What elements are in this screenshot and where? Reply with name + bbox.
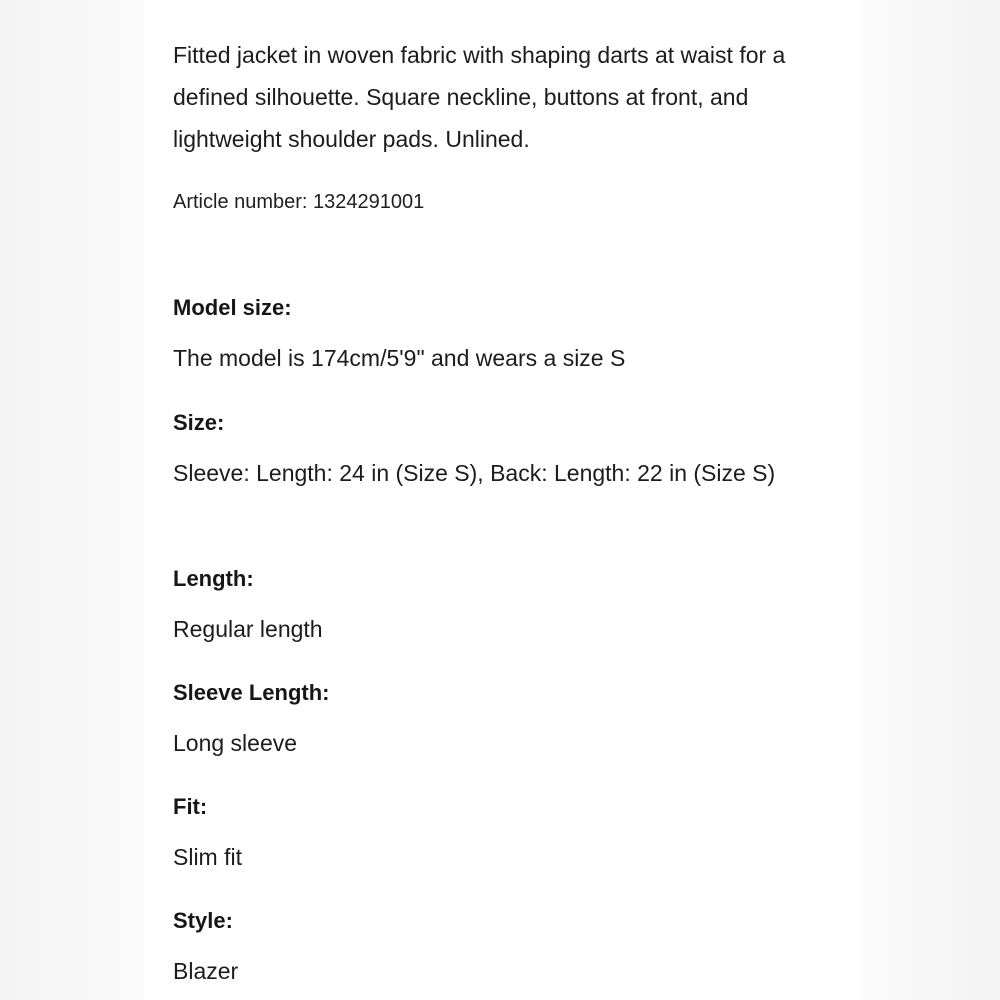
background-left bbox=[0, 0, 144, 1000]
model-size-label: Model size: bbox=[173, 295, 292, 320]
size-label: Size: bbox=[173, 410, 225, 435]
fit-label: Fit: bbox=[173, 794, 208, 819]
article-number: Article number: 1324291001 bbox=[173, 191, 425, 213]
length-value: Regular length bbox=[173, 616, 323, 642]
product-details-panel bbox=[144, 0, 858, 1000]
model-size-value: The model is 174cm/5'9" and wears a size S bbox=[173, 345, 626, 371]
product-description: Fitted jacket in woven fabric with shaping darts at waist for a defined silhouette. Square neckline, buttons at front, and lightweight shoulder pads. Unlined. bbox=[173, 42, 786, 152]
length-label: Length: bbox=[173, 566, 254, 591]
sleeve-length-label: Sleeve Length: bbox=[173, 680, 330, 705]
size-value: Sleeve: Length: 24 in (Size S), Back: Length: 22 in (Size S) bbox=[173, 460, 776, 486]
style-label: Style: bbox=[173, 908, 233, 933]
background-right bbox=[858, 0, 1000, 1000]
style-value: Blazer bbox=[173, 958, 239, 984]
fit-value: Slim fit bbox=[173, 844, 242, 870]
sleeve-length-value: Long sleeve bbox=[173, 730, 298, 756]
